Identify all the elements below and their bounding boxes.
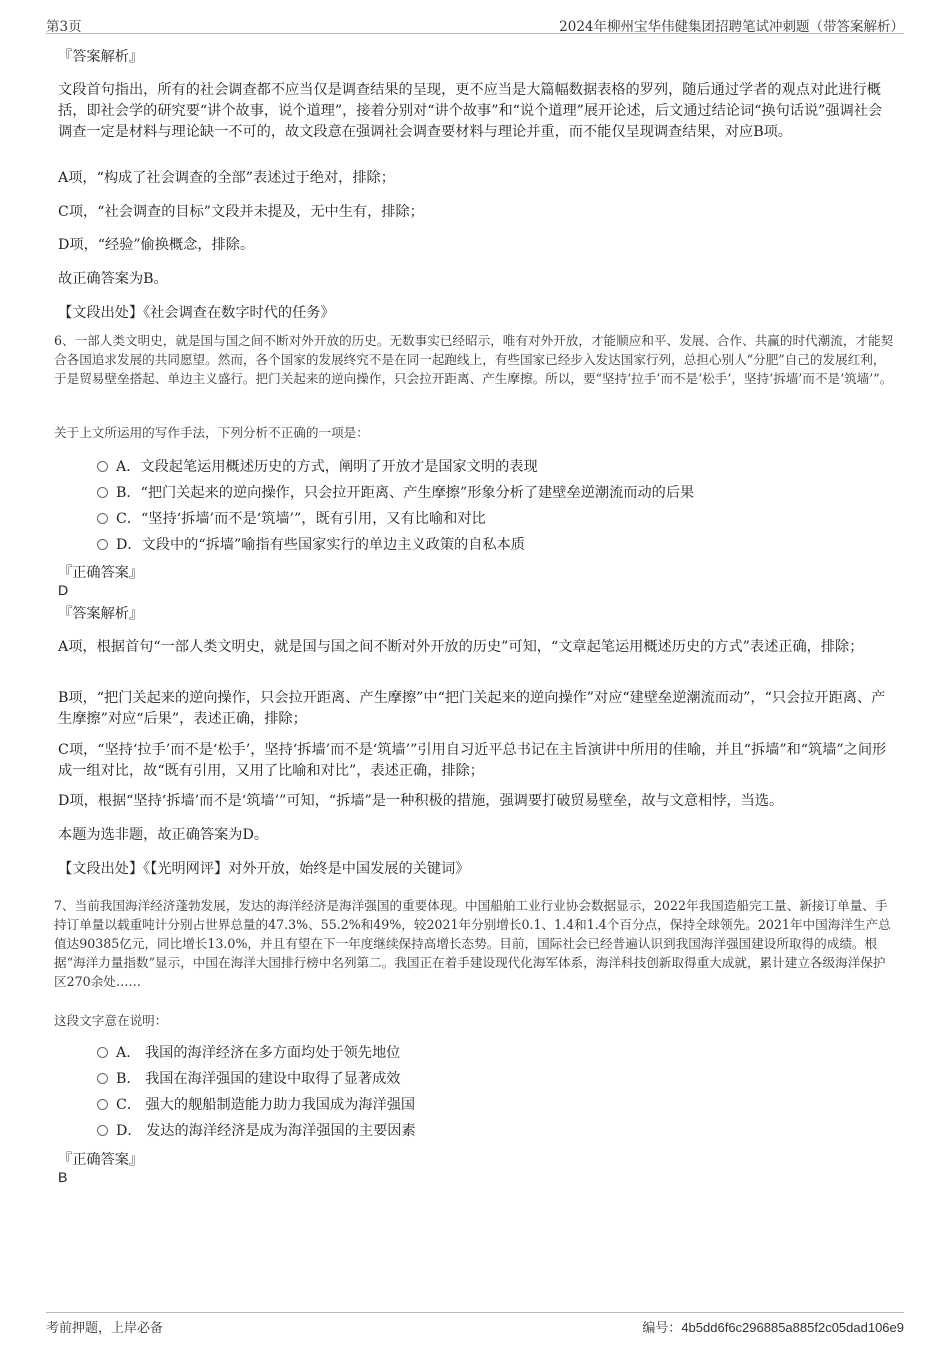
q5-conclusion: 故正确答案为B。 <box>58 271 168 287</box>
q7-question: 这段文字意在说明： <box>54 1013 168 1028</box>
q6-analysis-b: B项，“把门关起来的逆向操作，只会拉开距离、产生摩擦”中“把门关起来的逆向操作”对应“建壁垒逆潮流而动”，“只会拉开距离、产生摩擦”对应“后果”，表述正确，排除； <box>58 690 886 727</box>
q7-answer-label: 『正确答案』 <box>58 1152 144 1168</box>
option-label: B． 我国在海洋强国的建设中取得了显著成效 <box>116 1071 401 1087</box>
document-title: 2024年柳州宝华伟健集团招聘笔试冲刺题（带答案解析） <box>559 19 904 35</box>
q6-option-b[interactable] <box>97 483 694 503</box>
radio-icon[interactable] <box>97 461 108 472</box>
option-label: C． 强大的舰船制造能力助力我国成为海洋强国 <box>116 1097 416 1113</box>
option-label: D． 发达的海洋经济是成为海洋强国的主要因素 <box>116 1123 416 1139</box>
q6-stem: 6、一部人类文明史，就是国与国之间不断对外开放的历史。无数事实已经昭示，唯有对外开放，才能顺应和平、发展、合作、共赢的时代潮流，才能契合各国追求发展的共同愿望。然而，各个国家的发展终究不是在同一起跑线上，有些国家已经步入发达国家行列，总担心别人“分肥”自己的发展红利，于是贸易壁垒搭起、单边主义盛行。把门关起来的逆向操作，只会拉开距离、产生摩擦。所以，要“坚持‘拉手’而不是‘松手’，坚持‘拆墙’而不是‘筑墙’”。 <box>54 333 894 386</box>
radio-icon[interactable] <box>97 1073 108 1084</box>
q6-analysis-a: A项，根据首句“一部人类文明史，就是国与国之间不断对外开放的历史”可知，“文章起笔运用概述历史的方式”表述正确，排除； <box>58 639 864 655</box>
q5-source: 【文段出处】《社会调查在数字时代的任务》 <box>58 305 335 321</box>
radio-icon[interactable] <box>97 513 108 524</box>
page-number: 第3页 <box>46 19 82 35</box>
option-label: A．文段起笔运用概述历史的方式，阐明了开放才是国家文明的表现 <box>116 459 538 475</box>
document-code-value: 4b5dd6f6c296885a885f2c05dad106e9 <box>681 1320 904 1335</box>
q6-analysis-c: C项，“坚持‘拉手’而不是‘松手’，坚持‘拆墙’而不是‘筑墙’”引用自习近平总书记在主旨演讲中所用的佳喻，并且“拆墙”和“筑墙”之间形成一组对比，故“既有引用，又用了比喻和对比”，表述正确，排除； <box>58 742 887 779</box>
option-label: D．文段中的“拆墙”喻指有些国家实行的单边主义政策的自私本质 <box>116 537 525 553</box>
document-code <box>642 1317 904 1336</box>
q6-answer-label: 『正确答案』 <box>58 565 144 581</box>
q6-conclusion: 本题为选非题，故正确答案为D。 <box>58 827 269 843</box>
q7-option-b[interactable] <box>97 1069 401 1089</box>
option-label: B．“把门关起来的逆向操作，只会拉开距离、产生摩擦”形象分析了建壁垒逆潮流而动的后果 <box>116 485 695 501</box>
option-label: C．“坚持‘拆墙’而不是‘筑墙’”，既有引用，又有比喻和对比 <box>116 511 486 527</box>
q6-option-c[interactable] <box>97 509 486 529</box>
radio-icon[interactable] <box>97 487 108 498</box>
q7-option-a[interactable] <box>97 1043 400 1063</box>
q5-analysis-main: 文段首句指出，所有的社会调查都不应当仅是调查结果的呈现，更不应当是大篇幅数据表格的罗列，随后通过学者的观点对此进行概括，即社会学的研究要“讲个故事，说个道理”，接着分别对“讲个故事”和“说个道理”展开论述，后文通过结论词“换句话说”强调社会调查一定是材料与理论缺一不可的，故文段意在强调社会调查要材料与理论并重，而不能仅呈现调查结果，对应B项。 <box>58 82 883 140</box>
q7-option-d[interactable] <box>97 1121 416 1141</box>
q7-answer: B <box>58 1170 68 1186</box>
q5-analysis-c: C项，“社会调查的目标”文段并未提及，无中生有，排除； <box>58 204 424 220</box>
footer-slogan: 考前押题，上岸必备 <box>46 1321 164 1336</box>
q6-analysis-d: D项，根据“坚持‘拆墙’而不是‘筑墙’”可知，“拆墙”是一种积极的措施，强调要打破贸易壁垒，故与文意相悖，当选。 <box>58 793 784 809</box>
page-footer <box>46 1312 904 1337</box>
q5-analysis-label: 『答案解析』 <box>58 49 144 65</box>
q7-stem: 7、当前我国海洋经济蓬勃发展，发达的海洋经济是海洋强国的重要体现。中国船舶工业行业协会数据显示，2022年我国造船完工量、新接订单量、手持订单量以载重吨计分别占世界总量的47.3%、55.2%和49%，较2021年分别增长0.1、1.4和1.4个百分点，保持全球领先。2021年中国海洋生产总值达90385亿元，同比增长13.0%，并且有望在下一年度继续保持高增长态势。目前，国际社会已经普遍认识到我国海洋强国建设所取得的成绩。根据“海洋力量指数”显示，中国在海洋大国排行榜中名列第二。我国正在着手建设现代化海军体系，海洋科技创新取得重大成就，累计建立各级海洋保护区270余处…… <box>54 898 891 989</box>
option-label: A． 我国的海洋经济在多方面均处于领先地位 <box>116 1045 401 1061</box>
radio-icon[interactable] <box>97 539 108 550</box>
q7-option-c[interactable] <box>97 1095 415 1115</box>
page-header <box>46 13 904 34</box>
document-code-label: 编号： <box>642 1321 682 1336</box>
q6-question: 关于上文所运用的写作手法，下列分析不正确的一项是： <box>54 425 369 440</box>
q5-analysis-d: D项，“经验”偷换概念，排除。 <box>58 237 255 253</box>
q6-source: 【文段出处】《【光明网评】对外开放，始终是中国发展的关键词》 <box>58 861 470 877</box>
q6-option-d[interactable] <box>97 535 525 555</box>
q5-analysis-a: A项，“构成了社会调查的全部”表述过于绝对，排除； <box>58 170 395 186</box>
radio-icon[interactable] <box>97 1125 108 1136</box>
radio-icon[interactable] <box>97 1099 108 1110</box>
q6-option-a[interactable] <box>97 457 538 477</box>
radio-icon[interactable] <box>97 1047 108 1058</box>
q6-answer: D <box>58 583 69 599</box>
q6-analysis-label: 『答案解析』 <box>58 606 144 622</box>
